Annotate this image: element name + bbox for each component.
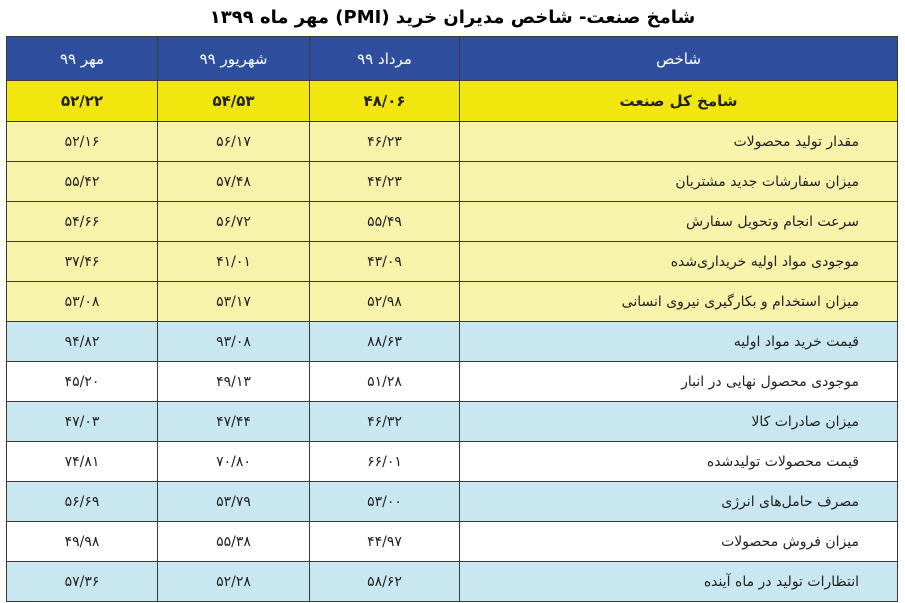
- value-shahrivar: ۵۶/۱۷: [158, 122, 310, 162]
- indicator-name: موجودی محصول نهایی در انبار: [460, 362, 898, 402]
- table-header-row: [7, 37, 898, 81]
- value-shahrivar: ۵۷/۴۸: [158, 162, 310, 202]
- indicator-name: انتظارات تولید در ماه آینده: [460, 562, 898, 602]
- table-row: [7, 202, 898, 242]
- value-mehr: ۹۴/۸۲: [7, 322, 158, 362]
- indicator-name: سرعت انجام وتحویل سفارش: [460, 202, 898, 242]
- table-row: [7, 322, 898, 362]
- indicator-name: میزان استخدام و بکارگیری نیروی انسانی: [460, 282, 898, 322]
- header-indicator: شاخص: [460, 37, 898, 81]
- header-mordad: مرداد ۹۹: [310, 37, 460, 81]
- value-mordad: ۶۶/۰۱: [310, 442, 460, 482]
- value-mordad: ۴۶/۳۲: [310, 402, 460, 442]
- indicator-name: شامخ کل صنعت: [460, 81, 898, 122]
- value-mehr: ۴۷/۰۳: [7, 402, 158, 442]
- table-row: [7, 122, 898, 162]
- indicator-name: میزان سفارشات جدید مشتریان: [460, 162, 898, 202]
- indicator-name: میزان فروش محصولات: [460, 522, 898, 562]
- value-mordad: ۵۵/۴۹: [310, 202, 460, 242]
- value-shahrivar: ۴۱/۰۱: [158, 242, 310, 282]
- value-shahrivar: ۹۳/۰۸: [158, 322, 310, 362]
- indicator-name: قیمت محصولات تولیدشده: [460, 442, 898, 482]
- value-mordad: ۸۸/۶۳: [310, 322, 460, 362]
- value-shahrivar: ۴۷/۴۴: [158, 402, 310, 442]
- page-title: شامخ صنعت- شاخص مدیران خرید (PMI) مهر ماه ۱۳۹۹: [209, 7, 696, 28]
- table-row: [7, 482, 898, 522]
- value-shahrivar: ۵۳/۷۹: [158, 482, 310, 522]
- value-mordad: ۴۴/۲۳: [310, 162, 460, 202]
- table-row: [7, 522, 898, 562]
- value-mordad: ۵۳/۰۰: [310, 482, 460, 522]
- value-mehr: ۴۹/۹۸: [7, 522, 158, 562]
- value-mordad: ۴۶/۲۳: [310, 122, 460, 162]
- indicator-name: مصرف حامل‌های انرژی: [460, 482, 898, 522]
- value-mehr: ۵۳/۰۸: [7, 282, 158, 322]
- header-mehr: مهر ۹۹: [7, 37, 158, 81]
- value-mehr: ۳۷/۴۶: [7, 242, 158, 282]
- table-row: [7, 402, 898, 442]
- table-row: [7, 442, 898, 482]
- value-shahrivar: ۵۵/۳۸: [158, 522, 310, 562]
- value-mordad: ۴۸/۰۶: [310, 81, 460, 122]
- indicator-name: قیمت خرید مواد اولیه: [460, 322, 898, 362]
- header-shahrivar: شهریور ۹۹: [158, 37, 310, 81]
- value-shahrivar: ۵۲/۲۸: [158, 562, 310, 602]
- pmi-table: [6, 36, 898, 602]
- value-shahrivar: ۵۴/۵۳: [158, 81, 310, 122]
- indicator-name: موجودی مواد اولیه خریداری‌شده: [460, 242, 898, 282]
- value-mehr: ۵۶/۶۹: [7, 482, 158, 522]
- value-mehr: ۵۴/۶۶: [7, 202, 158, 242]
- indicator-name: میزان صادرات کالا: [460, 402, 898, 442]
- table-row: [7, 162, 898, 202]
- value-mehr: ۷۴/۸۱: [7, 442, 158, 482]
- value-mehr: ۵۲/۲۲: [7, 81, 158, 122]
- table-row: [7, 81, 898, 122]
- value-mordad: ۵۸/۶۲: [310, 562, 460, 602]
- table-row: [7, 282, 898, 322]
- value-mehr: ۵۲/۱۶: [7, 122, 158, 162]
- value-shahrivar: ۷۰/۸۰: [158, 442, 310, 482]
- value-mordad: ۵۱/۲۸: [310, 362, 460, 402]
- table-body: [7, 81, 898, 602]
- table-row: [7, 242, 898, 282]
- table-row: [7, 362, 898, 402]
- value-mehr: ۵۷/۳۶: [7, 562, 158, 602]
- value-mordad: ۴۳/۰۹: [310, 242, 460, 282]
- value-shahrivar: ۵۳/۱۷: [158, 282, 310, 322]
- value-shahrivar: ۵۶/۷۲: [158, 202, 310, 242]
- value-mehr: ۵۵/۴۲: [7, 162, 158, 202]
- table-row: [7, 562, 898, 602]
- value-shahrivar: ۴۹/۱۳: [158, 362, 310, 402]
- value-mehr: ۴۵/۲۰: [7, 362, 158, 402]
- value-mordad: ۵۲/۹۸: [310, 282, 460, 322]
- value-mordad: ۴۴/۹۷: [310, 522, 460, 562]
- indicator-name: مقدار تولید محصولات: [460, 122, 898, 162]
